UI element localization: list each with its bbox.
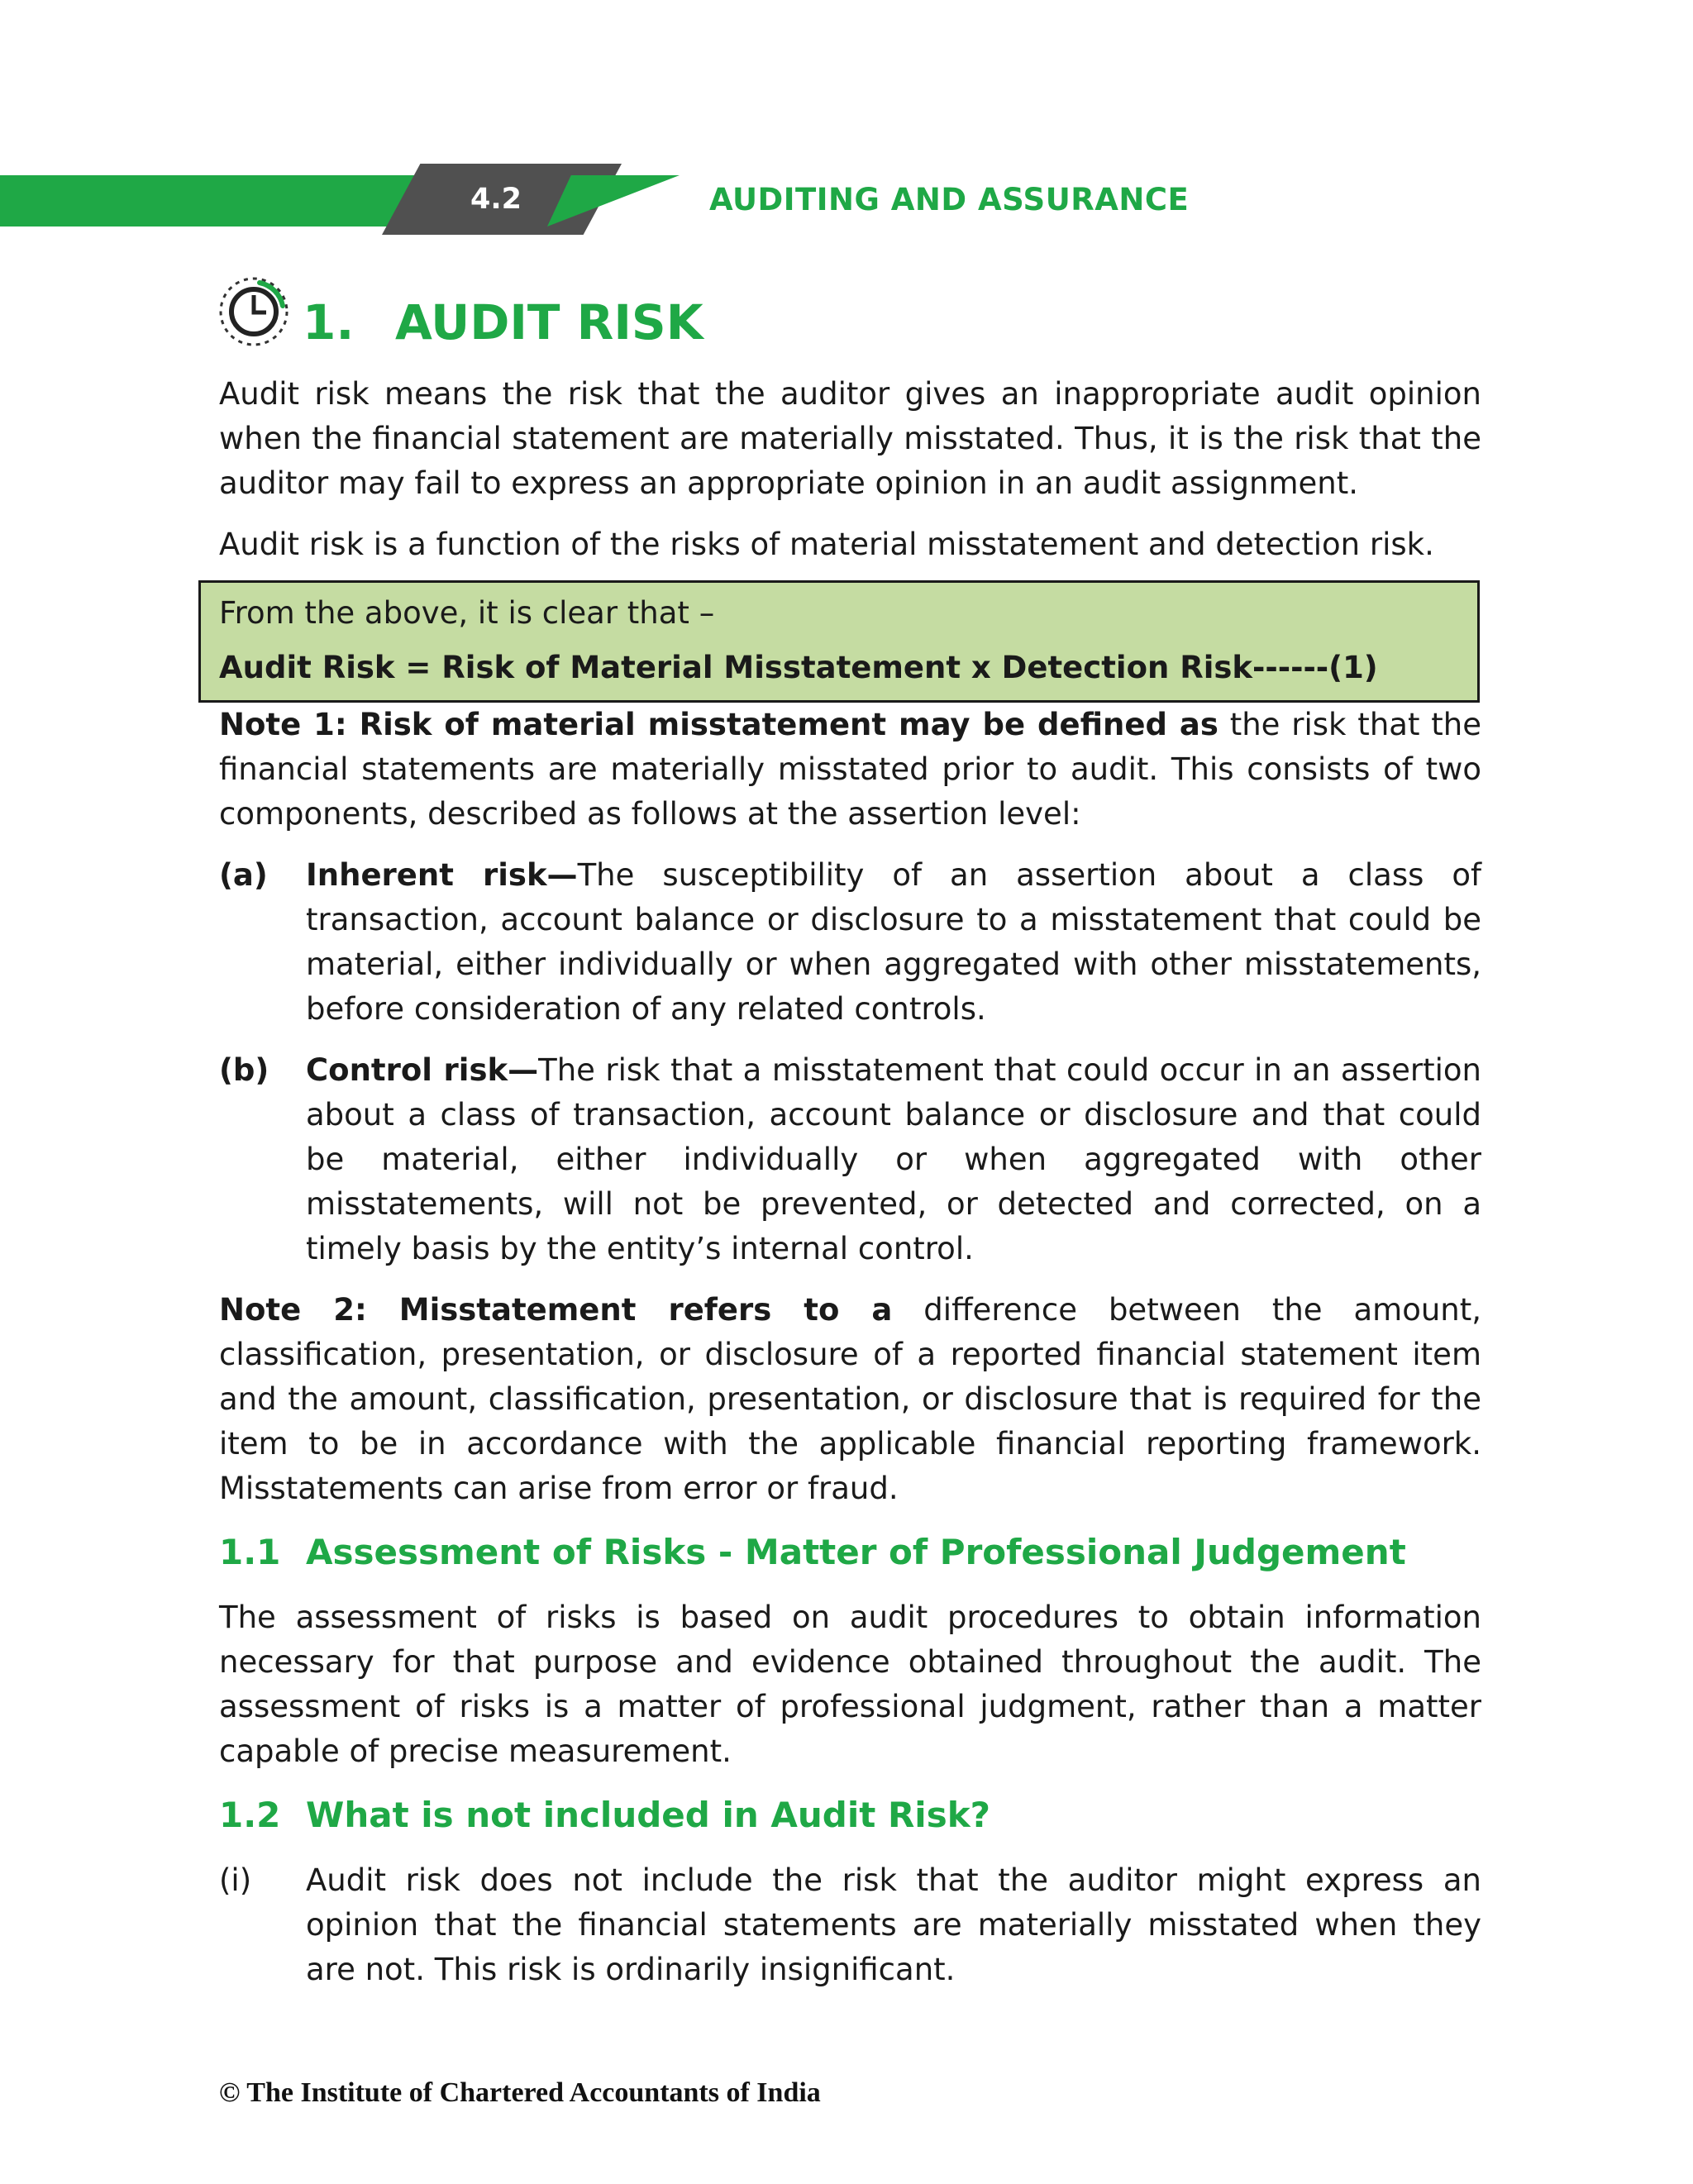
- list-item-description: The susceptibility of an assertion about a class of transaction, account balance or disclosure to a misstatement that could be material, either individually or when aggregated with other misstatements, before consideration of any related controls.: [306, 857, 1481, 1027]
- intro-paragraph: Audit risk means the risk that the auditor gives an inappropriate audit opinion when the financial statement are materially misstated. Thus, it is the risk that the auditor may fail to express an appropriate opinion in an audit assignment.: [219, 376, 1481, 501]
- clock-icon: [217, 274, 291, 349]
- note-2-text: difference between the amount, classification, presentation, or disclosure of a reported financial statement item and the amount, classification, presentation, or disclosure that is required for the item to be in accordance with the applicable financial reporting framework. Misstatements can arise from error or fraud.: [219, 1292, 1481, 1506]
- subsection-title: What is not included in Audit Risk?: [306, 1795, 990, 1835]
- subsection-title: Assessment of Risks - Matter of Professional Judgement: [306, 1532, 1406, 1572]
- formula-lead: From the above, it is clear that –: [219, 595, 715, 631]
- intro-paragraph-2: Audit risk is a function of the risks of material misstatement and detection risk.: [219, 527, 1434, 562]
- page-number: 4.2: [470, 183, 522, 216]
- list-item-text: Audit risk does not include the risk that the auditor might express an opinion that the financial statements are materially misstated when they are not. This risk is ordinarily insignificant.: [306, 1862, 1481, 1987]
- subsection-1-1-text: The assessment of risks is based on audit procedures to obtain information necessary for that purpose and evidence obtained throughout the audit. The assessment of risks is a matter of professional judgment, rather than a matter capable of precise measurement.: [219, 1600, 1481, 1769]
- list-item-text: [306, 1048, 1481, 1271]
- list-item: [219, 853, 1481, 1032]
- section-heading: [303, 291, 703, 354]
- list-marker: (b): [219, 1052, 269, 1088]
- audit-risk-formula: [219, 641, 1459, 695]
- formula-text: Audit Risk = Risk of Material Misstatement x Detection Risk------(1): [219, 650, 1378, 685]
- list-marker: (i): [219, 1862, 252, 1898]
- section-number: 1.: [303, 294, 355, 350]
- page-content: [219, 372, 1481, 2009]
- note-2: [219, 1288, 1481, 1511]
- list-item: [219, 1858, 1481, 1992]
- list-marker: (a): [219, 857, 268, 893]
- list-item: [219, 1048, 1481, 1271]
- running-header-title: AUDITING AND ASSURANCE: [709, 182, 1190, 217]
- note-2-lead: Note 2: Misstatement refers to a: [219, 1292, 893, 1328]
- list-item-description: The risk that a misstatement that could occur in an assertion about a class of transaction, account balance or disclosure and that could be material, either individually or when aggregated with other misstatements, will not be prevented, or detected and corrected, on a timely basis by the entity’s internal control.: [306, 1052, 1482, 1266]
- subsection-heading-1-2: [219, 1791, 1481, 1840]
- list-item-term: Control risk—: [306, 1052, 539, 1088]
- formula-box: [198, 580, 1480, 703]
- note-1: [219, 703, 1481, 837]
- list-item-text: [306, 853, 1481, 1032]
- section-title: AUDIT RISK: [395, 294, 703, 350]
- subsection-heading-1-1: [219, 1528, 1481, 1577]
- note-1-lead: Note 1: Risk of material misstatement may be defined as: [219, 707, 1218, 742]
- subsection-number: 1.2: [219, 1795, 281, 1835]
- footer-copyright: © The Institute of Chartered Accountants of India: [219, 2077, 821, 2108]
- list-item-term: Inherent risk—: [306, 857, 578, 893]
- subsection-number: 1.1: [219, 1532, 281, 1572]
- note-1-text: the risk that the financial statements are materially misstated prior to audit. This consists of two components, described as follows at the assertion level:: [219, 707, 1481, 832]
